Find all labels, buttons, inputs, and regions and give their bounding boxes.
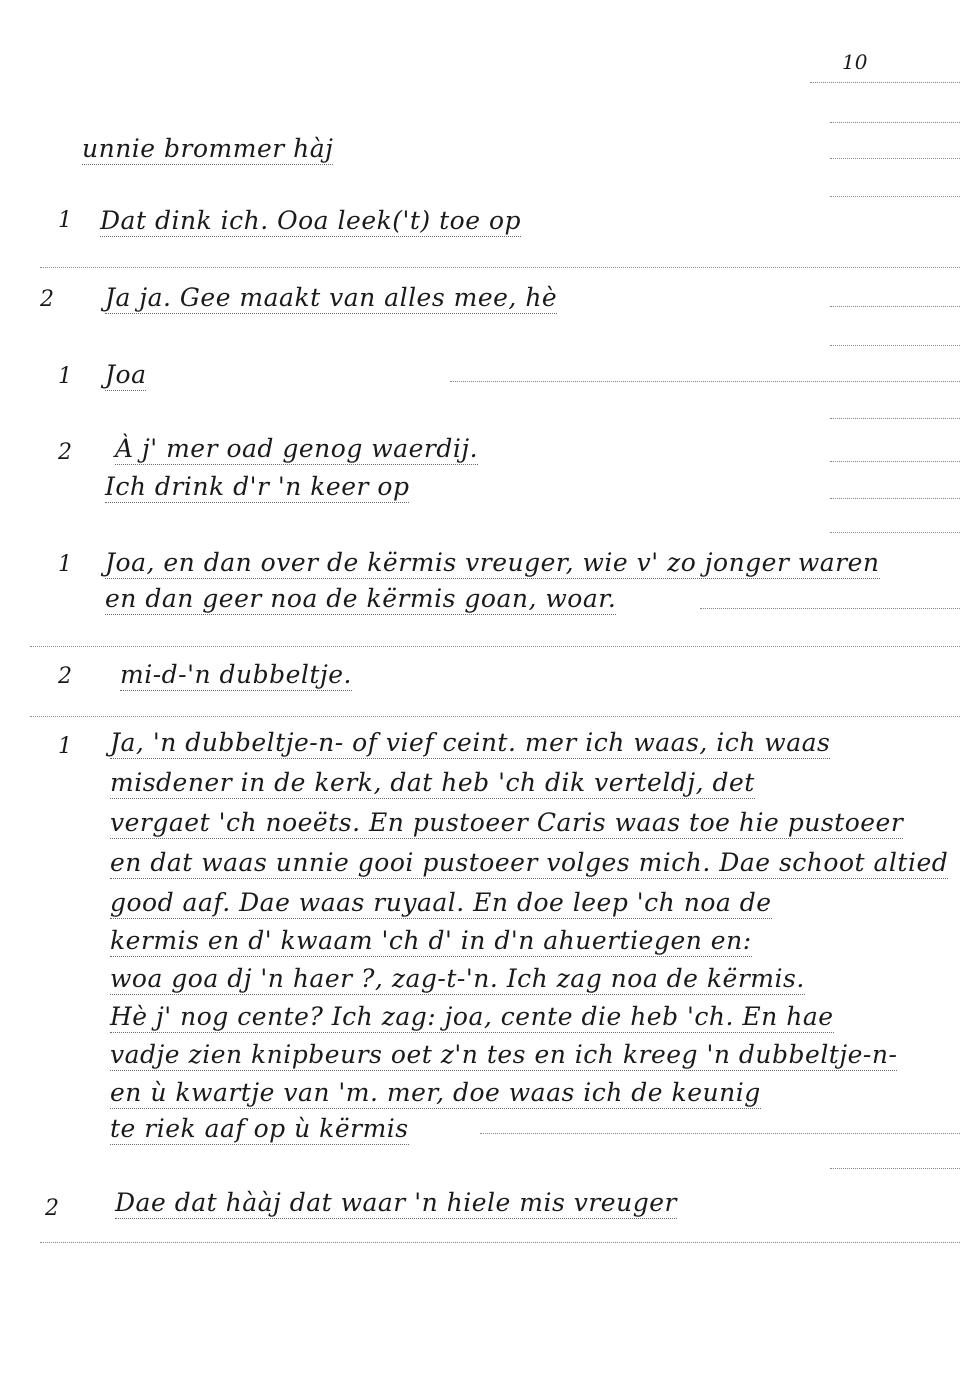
rule-line (830, 532, 960, 533)
rule-line (830, 158, 960, 159)
speaker-number: 1 (58, 364, 72, 389)
rule-line (830, 1168, 960, 1169)
transcript-line: good aaf. Dae waas ruyaal. En doe leep 'ch noa de (110, 888, 772, 917)
transcript-line: Joa (105, 360, 147, 389)
transcript-line: mi-d-'n dubbeltje. (120, 660, 352, 689)
transcript-line: Ich drink d'r 'n keer op (105, 472, 410, 501)
rule-line (480, 1133, 960, 1134)
transcript-line: te riek aaf op ù kërmis (110, 1114, 409, 1143)
transcript-line: Ja ja. Gee maakt van alles mee, hè (105, 283, 558, 312)
transcript-line: À j' mer oad genog waerdij. (115, 434, 479, 463)
transcript-line: en dat waas unnie gooi pustoeer volges mich. Dae schoot altied (110, 848, 949, 877)
speaker-number: 2 (40, 287, 54, 312)
speaker-number: 2 (45, 1196, 59, 1221)
transcript-line: en ù kwartje van 'm. mer, doe waas ich de keunig (110, 1078, 761, 1107)
rule-line (830, 418, 960, 419)
transcript-line: Joa, en dan over de kërmis vreuger, wie v' zo jonger waren (105, 548, 880, 577)
transcript-line: unnie brommer hàj (82, 134, 334, 163)
transcript-line: Ja, 'n dubbeltje-n- of vief ceint. mer ich waas, ich waas (110, 728, 831, 757)
page-number: 10 (842, 50, 868, 74)
transcript-line: vadje zien knipbeurs oet z'n tes en ich kreeg 'n dubbeltje-n- (110, 1040, 898, 1069)
rule-line (810, 82, 960, 83)
rule-line (830, 306, 960, 307)
rule-line (830, 345, 960, 346)
transcript-line: woa goa dj 'n haer ?, zag-t-'n. Ich zag noa de kërmis. (110, 964, 805, 993)
transcript-line: misdener in de kerk, dat heb 'ch dik verteldj, det (110, 768, 755, 797)
rule-line (700, 608, 960, 609)
speaker-number: 1 (58, 208, 72, 233)
speaker-number: 2 (58, 664, 72, 689)
rule-line (40, 267, 960, 268)
rule-line (830, 196, 960, 197)
transcript-line: kermis en d' kwaam 'ch d' in d'n ahuertiegen en: (110, 926, 752, 955)
rule-line (30, 716, 960, 717)
rule-line (830, 498, 960, 499)
rule-line (830, 122, 960, 123)
rule-line (830, 461, 960, 462)
speaker-number: 2 (58, 440, 72, 465)
speaker-number: 1 (58, 734, 72, 759)
rule-line (450, 381, 960, 382)
transcript-line: Dat dink ich. Ooa leek('t) toe op (100, 206, 522, 235)
speaker-number: 1 (58, 552, 72, 577)
rule-line (30, 646, 960, 647)
transcript-line: en dan geer noa de kërmis goan, woar. (105, 584, 617, 613)
transcript-line: Hè j' nog cente? Ich zag: joa, cente die heb 'ch. En hae (110, 1002, 834, 1031)
rule-line (40, 1242, 960, 1243)
transcript-line: Dae dat hààj dat waar 'n hiele mis vreuger (115, 1188, 677, 1217)
transcript-line: vergaet 'ch noeëts. En pustoeer Caris waas toe hie pustoeer (110, 808, 904, 837)
